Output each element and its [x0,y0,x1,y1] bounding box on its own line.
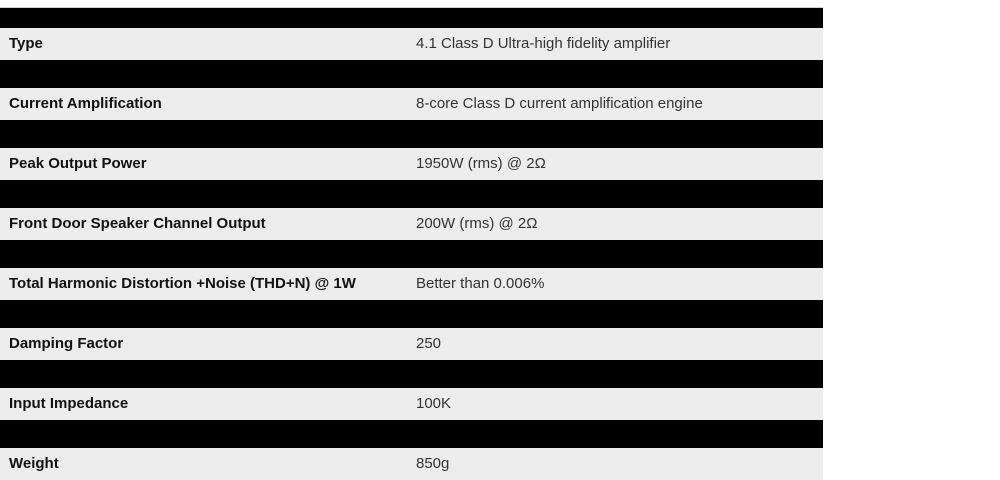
spec-value: 250 [416,335,442,352]
spec-value: 100K [416,395,452,412]
spec-label: Input Impedance [9,395,129,412]
separator-bar [0,60,823,88]
separator-bar [0,240,823,268]
separator-bar [0,420,823,448]
cropped-top-strip [0,0,823,8]
spec-label: Weight [9,455,59,472]
spec-row-thd-n [0,268,823,300]
spec-row-current-amplification [0,88,823,120]
spec-label: Type [9,35,43,52]
separator-bar [0,8,823,28]
spec-label: Peak Output Power [9,155,147,172]
spec-row-input-impedance [0,388,823,420]
spec-row-weight [0,448,823,480]
separator-bar [0,300,823,328]
spec-value: 200W (rms) @ 2Ω [416,215,538,232]
spec-row-front-door-speaker-channel-output [0,208,823,240]
spec-value: 1950W (rms) @ 2Ω [416,155,546,172]
spec-value: Better than 0.006% [416,275,545,292]
separator-bar [0,180,823,208]
spec-row-peak-output-power [0,148,823,180]
spec-label: Total Harmonic Distortion +Noise (THD+N) @ 1W [9,275,356,292]
spec-label: Damping Factor [9,335,124,352]
separator-bar [0,120,823,148]
spec-label: Current Amplification [9,95,162,112]
spec-row-type [0,28,823,60]
spec-value: 850g [416,455,450,472]
spec-label: Front Door Speaker Channel Output [9,215,266,232]
separator-bar [0,360,823,388]
spec-value: 4.1 Class D Ultra-high fidelity amplifier [416,35,671,52]
spec-value: 8-core Class D current amplification engine [416,95,703,112]
spec-row-damping-factor [0,328,823,360]
